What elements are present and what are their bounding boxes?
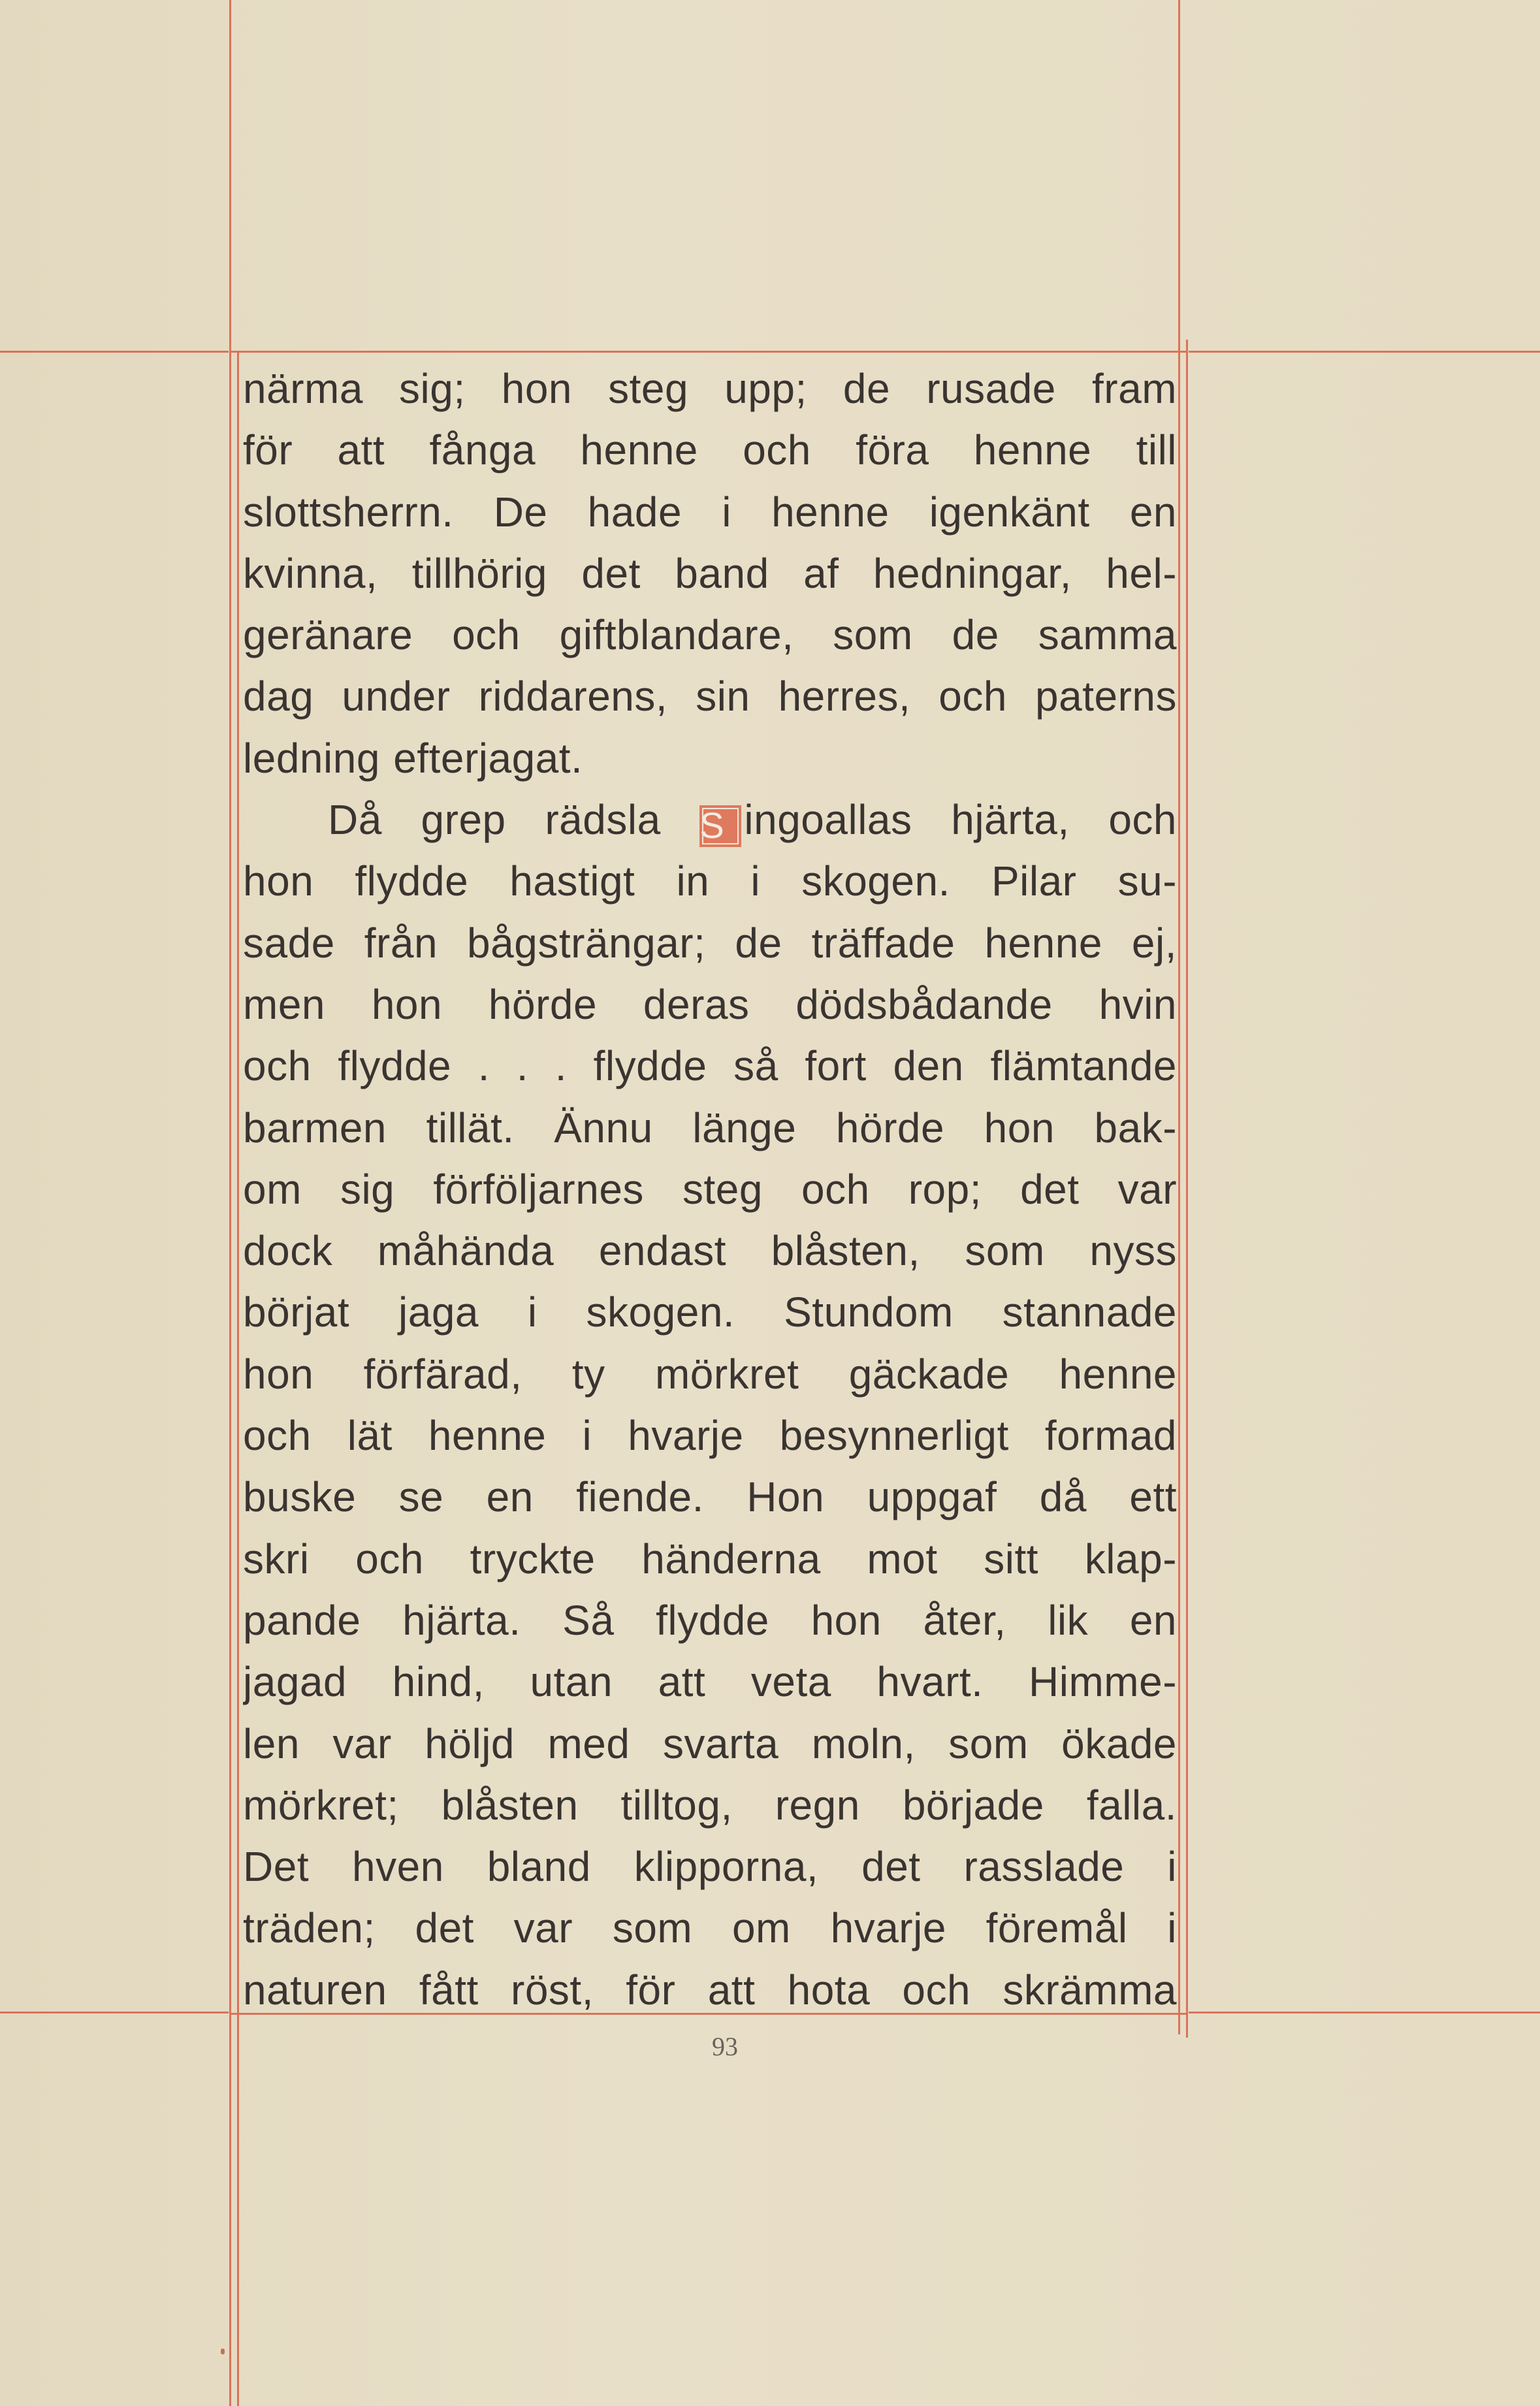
paragraph-start-rest: ingoallas hjärta, och bbox=[744, 796, 1177, 844]
text-line: ledning efterjagat. bbox=[243, 734, 583, 782]
paragraph-start-line bbox=[243, 789, 1177, 850]
text-line: len var höljd med svarta moln, som ökade bbox=[243, 1720, 1177, 1767]
text-line: barmen tillät. Ännu länge hörde hon bak- bbox=[243, 1104, 1177, 1151]
text-line: men hon hörde deras dödsbådande hvin bbox=[243, 980, 1177, 1028]
text-line: sade från bågsträngar; de träffade henne ej, bbox=[243, 919, 1177, 967]
ink-speck bbox=[221, 2349, 225, 2354]
text-line: börjat jaga i skogen. Stundom stannade bbox=[243, 1289, 1177, 1336]
text-line: buske se en fiende. Hon uppgaf då ett bbox=[243, 1473, 1177, 1521]
top-text-rule bbox=[229, 351, 1188, 353]
text-line: och flydde . . . flydde så fort den flämtande bbox=[243, 1042, 1177, 1090]
text-line: geränare och giftblandare, som de samma bbox=[243, 611, 1177, 659]
text-line: hon flydde hastigt in i skogen. Pilar su- bbox=[243, 858, 1177, 905]
text-line: närma sig; hon steg upp; de rusade fram bbox=[243, 365, 1177, 412]
text-line: pande hjärta. Så flydde hon åter, lik en bbox=[243, 1596, 1177, 1644]
top-text-rule-right bbox=[1189, 351, 1540, 353]
text-line: träden; det var som om hvarje föremål i bbox=[243, 1904, 1177, 1952]
text-line: naturen fått röst, för att hota och skrämma bbox=[243, 1966, 1177, 2013]
left-margin-rule-inner bbox=[237, 353, 239, 2406]
paragraph-start-text: Då grep rädsla bbox=[328, 796, 661, 844]
text-line: mörkret; blåsten tilltog, regn började falla. bbox=[243, 1781, 1177, 1829]
text-line: Det hven bland klipporna, det rasslade i bbox=[243, 1843, 1177, 1891]
right-margin-rule bbox=[1178, 0, 1180, 2034]
text-line: kvinna, tillhörig det band af hedningar, hel- bbox=[243, 549, 1177, 597]
text-line: hon förfärad, ty mörkret gäckade henne bbox=[243, 1350, 1177, 1398]
text-line: dag under riddarens, sin herres, och paterns bbox=[243, 673, 1177, 720]
text-line: slottsherrn. De hade i henne igenkänt en bbox=[243, 488, 1177, 536]
body-text bbox=[243, 358, 1177, 2021]
left-margin-rule bbox=[229, 0, 231, 2406]
page-number: 93 bbox=[712, 2032, 738, 2061]
text-line: om sig förföljarnes steg och rop; det var bbox=[243, 1165, 1177, 1213]
bottom-text-rule-left bbox=[0, 2012, 229, 2013]
bottom-text-rule-right bbox=[1189, 2012, 1540, 2013]
top-text-rule-left bbox=[0, 351, 229, 353]
text-line: skri och tryckte händerna mot sitt klap- bbox=[243, 1535, 1177, 1582]
text-line: och lät henne i hvarje besynnerligt formad bbox=[243, 1412, 1177, 1460]
text-line: jagad hind, utan att veta hvart. Himme- bbox=[243, 1658, 1177, 1706]
right-margin-rule-inner bbox=[1186, 340, 1188, 2038]
text-line: för att fånga henne och föra henne till bbox=[243, 426, 1177, 474]
decorative-initial-s: S bbox=[699, 805, 741, 847]
text-line: dock måhända endast blåsten, som nyss bbox=[243, 1227, 1177, 1275]
